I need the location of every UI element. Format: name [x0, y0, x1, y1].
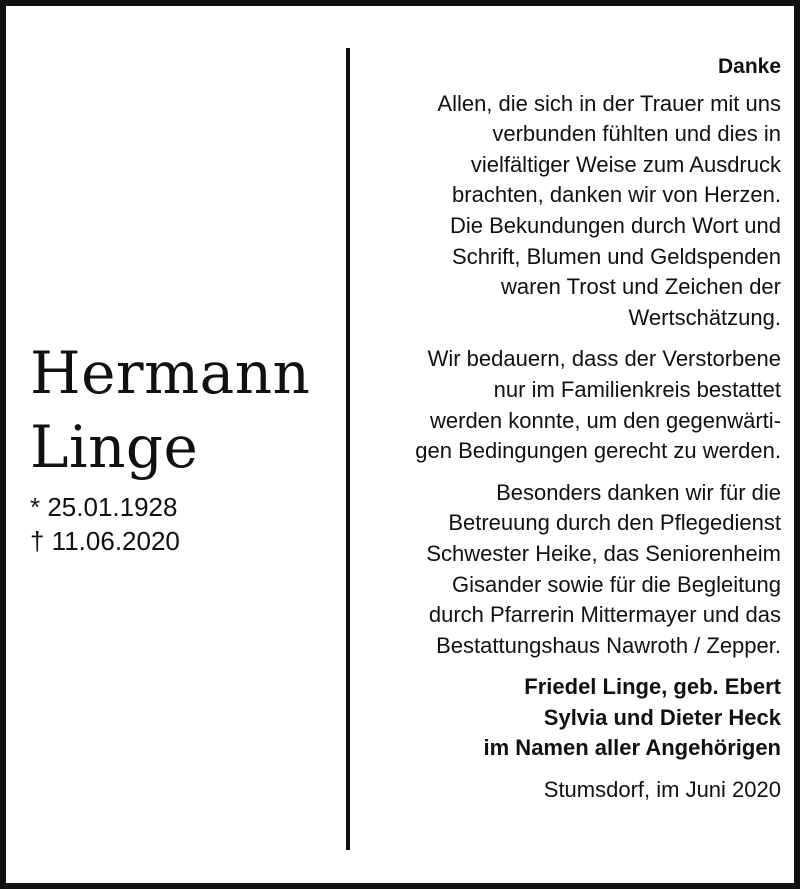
text-line: werden konnte, um den gegenwärti-: [430, 407, 781, 433]
death-date: † 11.06.2020: [30, 526, 180, 556]
thanks-text-block: [358, 52, 781, 806]
paragraph-gratitude: [358, 89, 781, 334]
text-line: brachten, danken wir von Herzen.: [452, 182, 781, 208]
birth-date: * 25.01.1928: [30, 492, 178, 522]
paragraph-special-thanks: [358, 478, 781, 662]
signatory-line: im Namen aller Angehörigen: [483, 735, 781, 761]
signatory-line: Sylvia und Dieter Heck: [543, 704, 781, 730]
thanks-heading: Danke: [717, 55, 781, 78]
deceased-first-name: Hermann: [30, 339, 311, 407]
text-line: Wertschätzung.: [628, 304, 781, 330]
signatory-line: Friedel Linge, geb. Ebert: [524, 674, 781, 700]
text-line: durch Pfarrerin Mittermayer und das: [428, 602, 781, 628]
text-line: Die Bekundungen durch Wort und: [449, 212, 781, 238]
deceased-last-name: Linge: [30, 413, 199, 481]
text-line: Bestattungshaus Nawroth / Zepper.: [436, 632, 781, 658]
text-line: Wir bedauern, dass der Verstorbene: [427, 346, 781, 372]
text-line: waren Trost und Zeichen der: [500, 274, 781, 300]
text-line: vielfältiger Weise zum Ausdruck: [470, 151, 781, 177]
text-line: gen Bedingungen gerecht zu werden.: [415, 438, 781, 464]
text-line: Betreuung durch den Pflegedienst: [448, 510, 781, 536]
place-date: Stumsdorf, im Juni 2020: [543, 777, 781, 803]
text-line: verbunden fühlten und dies in: [492, 121, 781, 147]
paragraph-regret: [358, 344, 781, 466]
deceased-block: [30, 336, 340, 558]
text-line: Gisander sowie für die Begleitung: [452, 571, 781, 597]
text-line: Schrift, Blumen und Geldspenden: [452, 243, 781, 269]
vertical-divider: [346, 48, 350, 850]
text-line: Schwester Heike, das Seniorenheim: [426, 540, 781, 566]
text-line: nur im Familienkreis bestattet: [493, 376, 781, 402]
text-line: Besonders danken wir für die: [496, 479, 781, 505]
text-line: Allen, die sich in der Trauer mit uns: [437, 90, 781, 116]
signatories: [358, 672, 781, 764]
